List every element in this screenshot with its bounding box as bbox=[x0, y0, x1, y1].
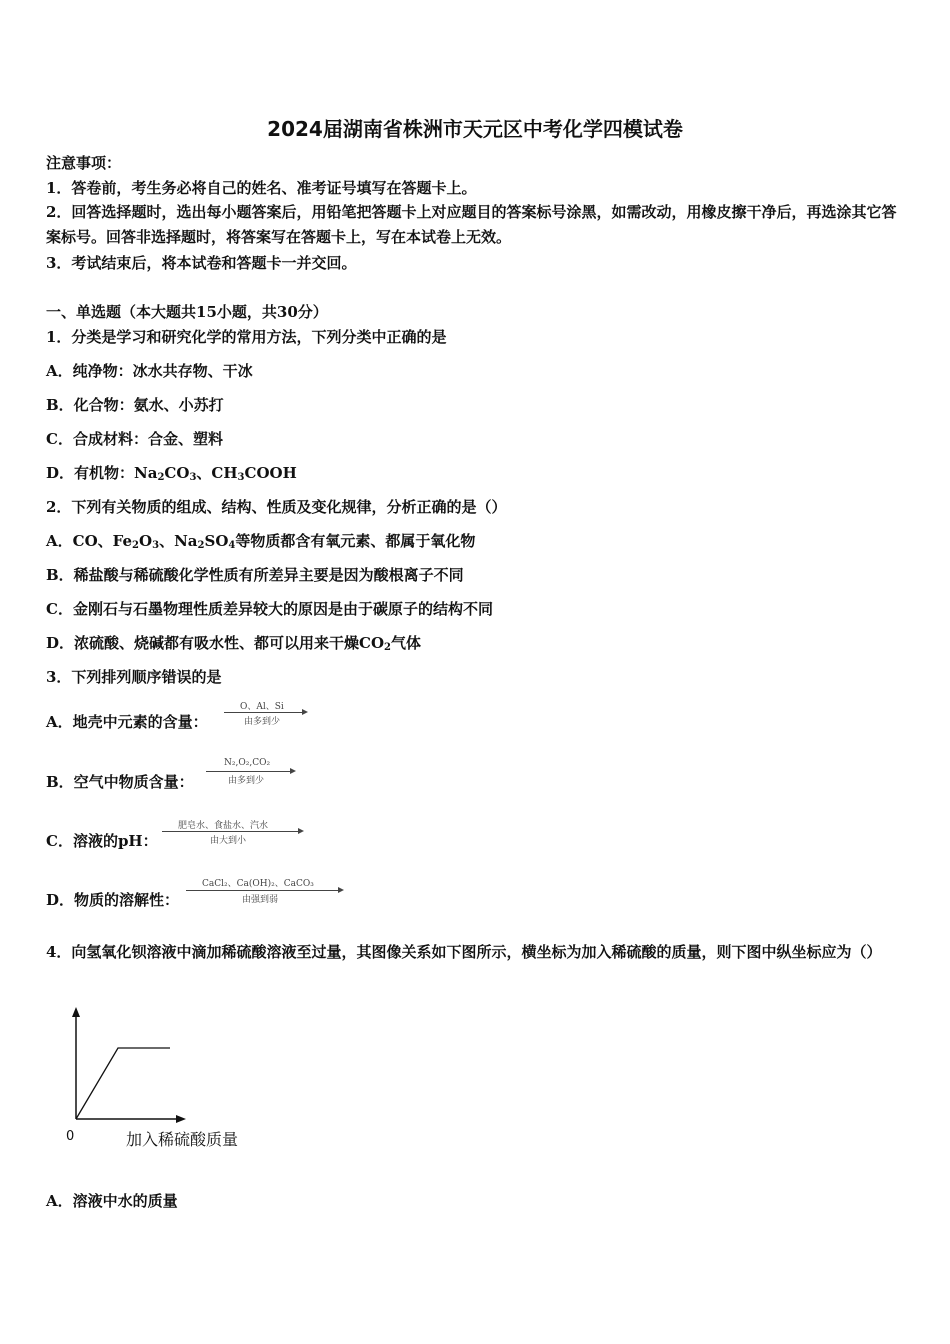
q1-option-b: B．化合物：氨水、小苏打 bbox=[46, 396, 224, 414]
formula-na: Na bbox=[134, 464, 158, 482]
arrow-head-icon bbox=[290, 768, 296, 774]
formula-co: CO bbox=[359, 634, 385, 652]
q4-stem: 4．向氢氧化钡溶液中滴加稀硫酸溶液至过量，其图像关系如下图所示，横坐标为加入稀硫酸的质量，则下图中纵坐标应为（） bbox=[46, 943, 882, 961]
q3-option-c: C．溶液的pH： bbox=[46, 832, 158, 850]
formula-sub: 2 bbox=[384, 642, 391, 653]
formula-sub: 3 bbox=[152, 540, 160, 551]
formula-sub: 3 bbox=[237, 472, 245, 483]
x-axis-arrow-icon bbox=[176, 1115, 186, 1123]
q3-a-arrow bbox=[224, 699, 310, 729]
formula-sub: 2 bbox=[132, 540, 140, 551]
arrow-head-icon bbox=[302, 709, 308, 715]
arrow-top-label: N₂,O₂,CO₂ bbox=[224, 758, 271, 768]
arrow-bottom-label: 由多到少 bbox=[244, 717, 281, 727]
arrow-line bbox=[162, 831, 298, 832]
formula-sub: 2 bbox=[157, 472, 165, 483]
arrow-top-label: 肥皂水、食盐水、汽水 bbox=[178, 821, 269, 831]
q2-d-prefix: D．浓硫酸、烧碱都有吸水性、都可以用来干燥 bbox=[46, 634, 360, 652]
page-title: 2024届湖南省株洲市天元区中考化学四模试卷 bbox=[267, 117, 683, 141]
q2-a-prefix: A． bbox=[46, 532, 73, 550]
separator: 、 bbox=[159, 532, 175, 550]
formula-o: O bbox=[139, 532, 153, 550]
separator: 、 bbox=[97, 532, 113, 550]
q1-option-c: C．合成材料：合金、塑料 bbox=[46, 430, 223, 448]
q2-option-b: B．稀盐酸与稀硫酸化学性质有所差异主要是因为酸根离子不同 bbox=[46, 566, 464, 584]
q2-option-c: C．金刚石与石墨物理性质差异较大的原因是由于碳原子的结构不同 bbox=[46, 600, 493, 618]
q3-b-arrow bbox=[206, 758, 298, 788]
notice-item-2: 2．回答选择题时，选出每小题答案后，用铅笔把答题卡上对应题目的答案标号涂黑，如需改动，用橡皮擦干净后，再选涂其它答案标号。回答非选择题时，将答案写在答题卡上，写在本试卷上无效。 bbox=[46, 203, 897, 246]
notice-item-3: 3．考试结束后，将本试卷和答题卡一并交回。 bbox=[46, 254, 357, 272]
q2-a-suffix: 等物质都含有氧元素、都属于氧化物 bbox=[235, 532, 476, 550]
q4-graph bbox=[60, 1005, 270, 1155]
q3-c-arrow bbox=[162, 818, 306, 848]
formula-cooh: COOH bbox=[244, 464, 297, 482]
formula-na: Na bbox=[174, 532, 198, 550]
q4-option-a: A．溶液中水的质量 bbox=[46, 1192, 178, 1210]
q1-option-a: A．纯净物：冰水共存物、干冰 bbox=[46, 362, 253, 380]
q1-option-d bbox=[46, 462, 297, 483]
q2-option-a bbox=[46, 530, 475, 551]
q3-option-a: A．地壳中元素的含量： bbox=[46, 713, 208, 731]
section-heading: 一、单选题（本大题共15小题，共30分） bbox=[46, 303, 328, 321]
q3-stem: 3．下列排列顺序错误的是 bbox=[46, 668, 222, 686]
q1-stem: 1．分类是学习和研究化学的常用方法，下列分类中正确的是 bbox=[46, 328, 447, 346]
formula-so: SO bbox=[204, 532, 229, 550]
notice-item-1: 1．答卷前，考生务必将自己的姓名、准考证号填写在答题卡上。 bbox=[46, 179, 477, 197]
notice-heading: 注意事项： bbox=[46, 154, 122, 172]
arrow-head-icon bbox=[298, 828, 304, 834]
graph-origin-label: 0 bbox=[66, 1129, 75, 1144]
q2-stem: 2．下列有关物质的组成、结构、性质及变化规律，分析正确的是（） bbox=[46, 498, 507, 516]
q2-option-d bbox=[46, 632, 421, 653]
formula-sub: 3 bbox=[189, 472, 197, 483]
q3-d-arrow bbox=[186, 876, 346, 906]
q2-d-suffix: 气体 bbox=[391, 634, 422, 652]
arrow-head-icon bbox=[338, 887, 344, 893]
q3-option-b: B．空气中物质含量： bbox=[46, 773, 194, 791]
arrow-bottom-label: 由多到少 bbox=[228, 776, 265, 786]
q3-option-d: D．物质的溶解性： bbox=[46, 891, 180, 909]
formula-co: CO bbox=[72, 532, 98, 550]
y-axis-arrow-icon bbox=[72, 1007, 80, 1017]
arrow-top-label: O、Al、Si bbox=[240, 702, 284, 712]
formula-sub: 2 bbox=[197, 540, 205, 551]
formula-sub: 4 bbox=[228, 540, 236, 551]
formula-fe: Fe bbox=[112, 532, 133, 550]
arrow-bottom-label: 由强到弱 bbox=[242, 895, 279, 905]
formula-ch: CH bbox=[211, 464, 238, 482]
arrow-top-label: CaCl₂、Ca(OH)₂、CaCO₃ bbox=[202, 879, 314, 889]
separator: 、 bbox=[196, 464, 212, 482]
graph-x-label: 加入稀硫酸质量 bbox=[126, 1130, 239, 1149]
arrow-line bbox=[206, 771, 290, 772]
formula-co: CO bbox=[164, 464, 190, 482]
arrow-bottom-label: 由大到小 bbox=[210, 836, 247, 846]
arrow-line bbox=[186, 890, 338, 891]
q1-d-prefix: D．有机物： bbox=[46, 464, 135, 482]
arrow-line bbox=[224, 712, 302, 713]
graph-curve bbox=[76, 1048, 170, 1119]
